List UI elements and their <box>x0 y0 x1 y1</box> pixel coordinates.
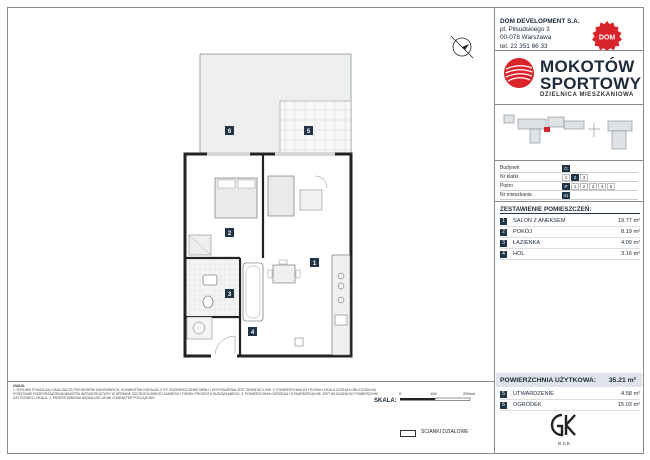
developer-contact <box>500 18 580 51</box>
scale-tick-label: 100 <box>430 391 437 396</box>
brand-title: MOKOTÓW <box>540 57 635 76</box>
partition-wall-legend-label: ŚCIANKI DZIAŁOWE <box>421 429 469 435</box>
scale-label: SKALA: <box>374 398 397 404</box>
gck-logo-text: G C K <box>557 441 571 446</box>
notes-text: 1. RYSUNKI POKAZUJĄ LOKALIZACJĘ PRZYBORÓW SANITARNYCH, ELEMENTÓW INSTALACJI ITP. ROZMIESZCZENIE MEBLI I WYPOSAŻENIA JEST ORIENTACYJNE. 2. POWIERZCHNIA UŻYTKOWA LOKALU ZOSTAŁA OBLICZONA NA PODSTAWIE ROZPORZĄDZENIA MINISTRA INFRASTRUKTURY W SPRAWIE SZCZEGÓŁOWEGO ZAKRESU I FORMY PROJEKTU BUDOWLANEGO. 3. POWIERZCHNIA OGRÓDKA I UTWARDZENIA NIE JEST WLICZANA DO POWIERZCHNI UŻYTKOWEJ LOKALU. 4. PRZEDSTAWIONA WIZUALIZACJA MA CHARAKTER POGLĄDOWY. <box>13 388 378 401</box>
dom-development-logo-icon <box>590 20 624 54</box>
divider <box>494 160 644 161</box>
room-area: 3.16 m² <box>621 251 640 257</box>
room-number: 3 <box>500 240 507 247</box>
room-row <box>500 249 640 260</box>
room-row <box>500 238 640 249</box>
room-label: 3 <box>227 292 232 298</box>
room-label: 6 <box>227 129 232 135</box>
info-row <box>500 173 638 182</box>
developer-name: DOM DEVELOPMENT S.A. <box>500 18 580 25</box>
room-name: SALON Z ANEKSEM <box>513 218 566 224</box>
developer-phone: tel. 22 351 66 33 <box>500 42 548 50</box>
info-cell: 1 <box>571 183 579 190</box>
room-label: 2 <box>227 231 232 237</box>
divider <box>494 201 644 202</box>
toilet <box>203 296 213 308</box>
room-label: 1 <box>312 261 317 267</box>
apartment-info-table <box>500 164 638 200</box>
room-name: UTWARDZENIE <box>513 391 554 397</box>
divider <box>500 213 640 214</box>
rooms-heading: ZESTAWIENIE POMIESZCZEŃ: <box>500 206 592 213</box>
armchair <box>300 190 322 210</box>
room-number: 4 <box>500 251 507 258</box>
scale-tick-label: 200cm <box>463 391 476 396</box>
room-name: OGRÓDEK <box>513 402 542 408</box>
info-cell: 2 <box>571 174 579 181</box>
room-number: 2 <box>500 229 507 236</box>
washing-machine <box>187 317 212 339</box>
partition-wall-legend-swatch <box>400 430 416 437</box>
scale-tick-label: 0 <box>399 391 402 396</box>
info-row <box>500 182 638 191</box>
info-label: Nr klatki <box>500 174 519 180</box>
mokotow-sportowy-logo-icon <box>503 57 535 89</box>
room-name: HOL <box>513 251 525 257</box>
brand-title: SPORTOWY <box>540 74 642 93</box>
info-cell: 41 <box>563 192 569 198</box>
info-row <box>500 191 638 200</box>
room-name: ŁAZIENKA <box>513 240 541 246</box>
extra-area-row <box>500 400 640 411</box>
info-cell: 3 <box>589 183 597 190</box>
info-label: Nr mieszkania <box>500 192 532 198</box>
info-cell: G <box>562 165 570 172</box>
info-cell: 1 <box>562 174 570 181</box>
room-area: 4.09 m² <box>621 240 640 246</box>
developer-address-line: 00-078 Warszawa <box>500 34 552 42</box>
kitchen-counter <box>332 255 350 355</box>
room-number: 1 <box>500 218 507 225</box>
info-cell: 2 <box>580 183 588 190</box>
north-arrow-icon <box>448 33 476 61</box>
room-area: 4.58 m² <box>621 391 640 397</box>
room-label: 4 <box>250 330 255 336</box>
brand-subtitle: DZIELNICA MIESZKANIOWA <box>540 92 634 98</box>
usable-area-bar <box>496 373 642 387</box>
sofa <box>268 176 294 216</box>
site-plan-thumbnail <box>500 107 638 157</box>
dining-table <box>273 265 295 283</box>
divider <box>494 104 644 105</box>
usable-area-value: 35.21 m² <box>608 376 636 384</box>
info-cell: 5 <box>607 183 615 190</box>
room-label: 5 <box>306 129 311 135</box>
info-cell: 4 <box>598 183 606 190</box>
room-area: 15.03 m² <box>617 402 640 408</box>
notes <box>13 384 383 400</box>
info-label: Budynek <box>500 165 520 171</box>
info-cell: 3 <box>580 174 588 181</box>
info-row <box>500 164 638 173</box>
info-cell: P <box>562 183 570 190</box>
room-name: POKÓJ <box>513 229 532 235</box>
room-area: 19.77 m² <box>617 218 640 224</box>
terrace-area <box>280 101 351 153</box>
usable-area-label: POWIERZCHNIA UŻYTKOWA: <box>500 376 597 384</box>
gck-logo-icon <box>549 411 579 447</box>
sink <box>203 275 217 285</box>
room-row <box>500 227 640 238</box>
room-number: 6 <box>500 402 507 409</box>
room-area: 8.19 m² <box>621 229 640 235</box>
notes-heading: UWAGI: <box>13 384 26 388</box>
room-row <box>500 216 640 227</box>
dom-logo-text: DOM <box>598 34 616 42</box>
extra-area-row <box>500 389 640 400</box>
apartment-floor-plan <box>175 30 360 360</box>
developer-address-line: pl. Piłsudskiego 3 <box>500 26 550 34</box>
info-label: Piętro <box>500 183 514 189</box>
room-number: 5 <box>500 391 507 398</box>
